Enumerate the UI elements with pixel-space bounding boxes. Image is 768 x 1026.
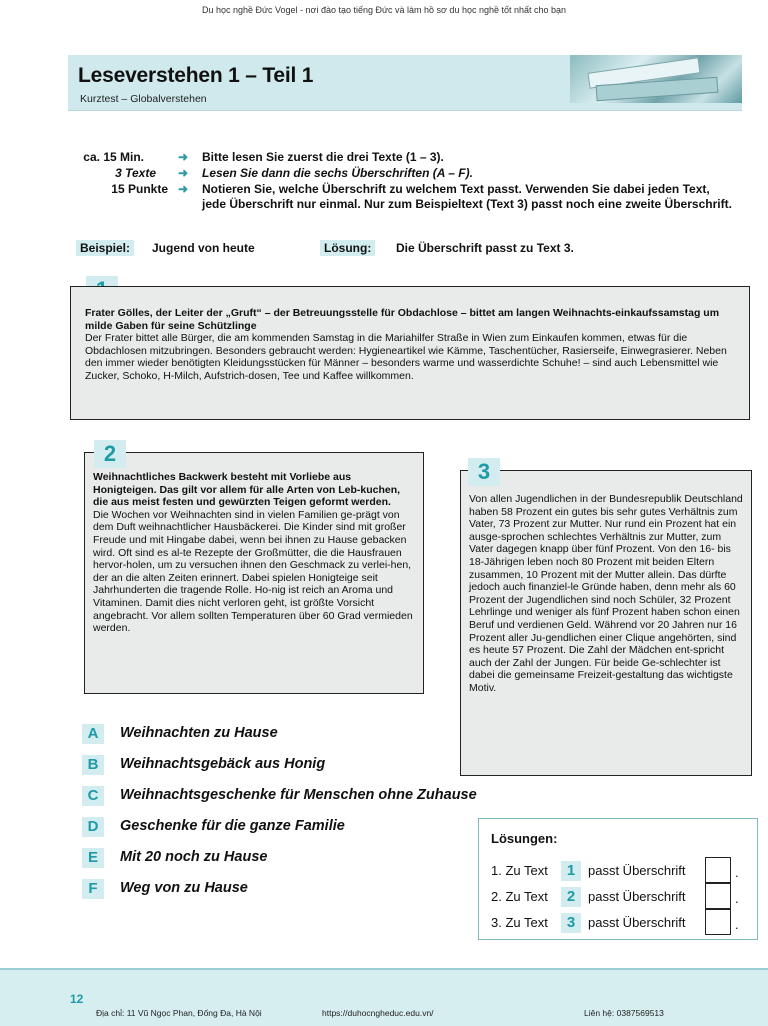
option-letter: D [82,817,104,837]
solution-end: . [735,917,739,932]
arrow-icon: ➜ [178,182,189,196]
solution-value: Die Überschrift passt zu Text 3. [396,241,574,255]
text-box-3 [460,470,752,776]
solutions-title: Lösungen: [491,831,558,846]
solution-suffix: passt Überschrift [588,889,686,904]
instruction-key: 15 Punkte [111,182,168,196]
footer-address: Địa chỉ: 11 Vũ Ngọc Phan, Đống Đa, Hà Nội [96,1008,262,1018]
page-footer [0,968,768,1026]
instruction-key: ca. 15 Min. [83,150,144,164]
text-number-badge: 3 [468,458,500,486]
text-box-2 [84,452,424,694]
instructions [0,150,768,230]
example-value: Jugend von heute [152,241,255,255]
solution-end: . [735,865,739,880]
solution-suffix: passt Überschrift [588,863,686,878]
page-number: 12 [70,992,84,1006]
arrow-icon: ➜ [178,150,189,164]
text-body: Der Frater bittet alle Bürger, die am kommenden Samstag in die Mariahilfer Straße in Wien zum Einkaufen kommen, etwas für die Obdachlosen mitzubringen. Besonders gebraucht werden: Hygieneartikel wie Kämme, Taschentücher, Rasierseife, Einwegrasierer. Neben den immer wieder benötigten Kleidungsstücken für Männer – besonders warme und wasserdichte Schuhe! – sind auch Lebensmittel wie Zucker, Schoko, H-Milch, Aufstrich-dosen, Tee und Kaffee willkommen. [85,332,727,382]
instruction-text: Notieren Sie, welche Überschrift zu welchem Text passt. Verwenden Sie dabei jeden Text, jede Überschrift nur einmal. Nur zum Beispieltext (Text 3) passt noch eine zweite Überschrift. [202,182,732,211]
option-text: Weihnachtsgebäck aus Honig [120,756,326,772]
option-letter: C [82,786,104,806]
option-text: Mit 20 noch zu Hause [120,849,268,865]
footer-contact: Liên hệ: 0387569513 [584,1008,664,1018]
option-letter: E [82,848,104,868]
text-headline: Frater Gölles, der Leiter der „Gruft“ – der Betreuungsstelle für Obdachlose – bittet am langen Weihnachts-einkaufssamstag um milde Gaben für seine Schützlinge [85,307,720,332]
option-text: Weihnachten zu Hause [120,725,278,741]
answer-field[interactable] [705,857,731,883]
arrow-icon: ➜ [178,166,189,180]
solution-prefix: 1. Zu Text [491,863,548,878]
solution-suffix: passt Überschrift [588,915,686,930]
page-subtitle: Kurztest – Globalverstehen [80,93,207,105]
option-text: Geschenke für die ganze Familie [120,818,345,834]
option-letter: F [82,879,104,899]
text-box-1 [70,286,750,420]
solution-prefix: 2. Zu Text [491,889,548,904]
solution-end: . [735,891,739,906]
text-body: Die Wochen vor Weihnachten sind in vielen Familien ge-prägt von dem Duft weihnachtlicher Hausbäckerei. Die Kinder sind mit großer Freude und mit Hingabe dabei, wenn bei ihnen zu Hause gebacken wird. Oft sind es al-te Rezepte der Großmütter, die die Hausfrauen hervor-holen, um zu versuchen ihnen den Geschmack zu verlei-hen, der an die alten Zeiten erinnert. Dabei spielen Honigteige seit Jahrhunderten die tragende Rolle. Ho-nig ist reich an Aroma und Vitaminen. Damit dies nicht verloren geht, ist größte Vorsicht angebracht. Vor allem sollten Temperaturen über 60 Grad vermieden werden. [93,508,413,635]
solution-text-number: 3 [561,913,581,933]
page-title: Leseverstehen 1 – Teil 1 [78,64,314,87]
option-letter: B [82,755,104,775]
example-row [76,240,716,258]
text-body: Von allen Jugendlichen in der Bundesrepublik Deutschland haben 58 Prozent ein gutes bis sehr gutes Verhältnis zum Vater, 73 Prozent zur Mutter. Nur rund ein Prozent hat ein ausge-sprochen schlechtes Verhältnis zur Mutter, zum Vater dagegen knapp über fünf Prozent. Von den 16- bis 18-Jährigen leben noch 80 Prozent mit beiden Eltern zusammen, 10 Prozent mit der Mutter allein. Das dürfte jedoch auch finanziel-le Gründe haben, denn mehr als 60 Prozent der Jugendlichen sind noch Schüler, 32 Prozent Lehrlinge und weniger als fünf Prozent haben schon einen Beruf und verdienen Geld. Während vor 20 Jahren nur 16 Prozent aller Ju-gendlichen einer Clique angehörten, sind es heute 57 Prozent. Die Zahl der Mädchen ent-spricht auch der Zahl der Jungen. Für beide Ge-schlechter ist dabei die gemeinsame Freizeit-gestaltung das wichtigste Motiv. [469,493,743,694]
page-header [68,55,742,111]
answer-field[interactable] [705,909,731,935]
solutions-box [478,818,758,940]
footer-website[interactable]: https://duhocngheduc.edu.vn/ [322,1008,434,1018]
instruction-text: Bitte lesen Sie zuerst die drei Texte (1 – 3). [202,150,444,164]
answer-field[interactable] [705,883,731,909]
instruction-text: Lesen Sie dann die sechs Überschriften (A – F). [202,166,473,180]
example-label: Beispiel: [76,240,134,256]
top-banner: Du học nghề Đức Vogel - nơi đào tạo tiếng Đức và làm hồ sơ du học nghề tốt nhất cho bạn [201,5,567,15]
option-text: Weg von zu Hause [120,880,248,896]
option-text: Weihnachtsgeschenke für Menschen ohne Zuhause [120,787,477,803]
solution-prefix: 3. Zu Text [491,915,548,930]
solution-label: Lösung: [320,240,375,256]
text-headline: Weihnachtliches Backwerk besteht mit Vorliebe aus Honigteigen. Das gilt vor allem für alle Arten von Leb-kuchen, die aus meist festen und gewürzten Teigen geformt werden. [93,471,401,509]
solution-text-number: 2 [561,887,581,907]
option-letter: A [82,724,104,744]
books-image [570,55,742,103]
text-number-badge: 2 [94,440,126,468]
solution-text-number: 1 [561,861,581,881]
instruction-key: 3 Texte [115,166,156,180]
